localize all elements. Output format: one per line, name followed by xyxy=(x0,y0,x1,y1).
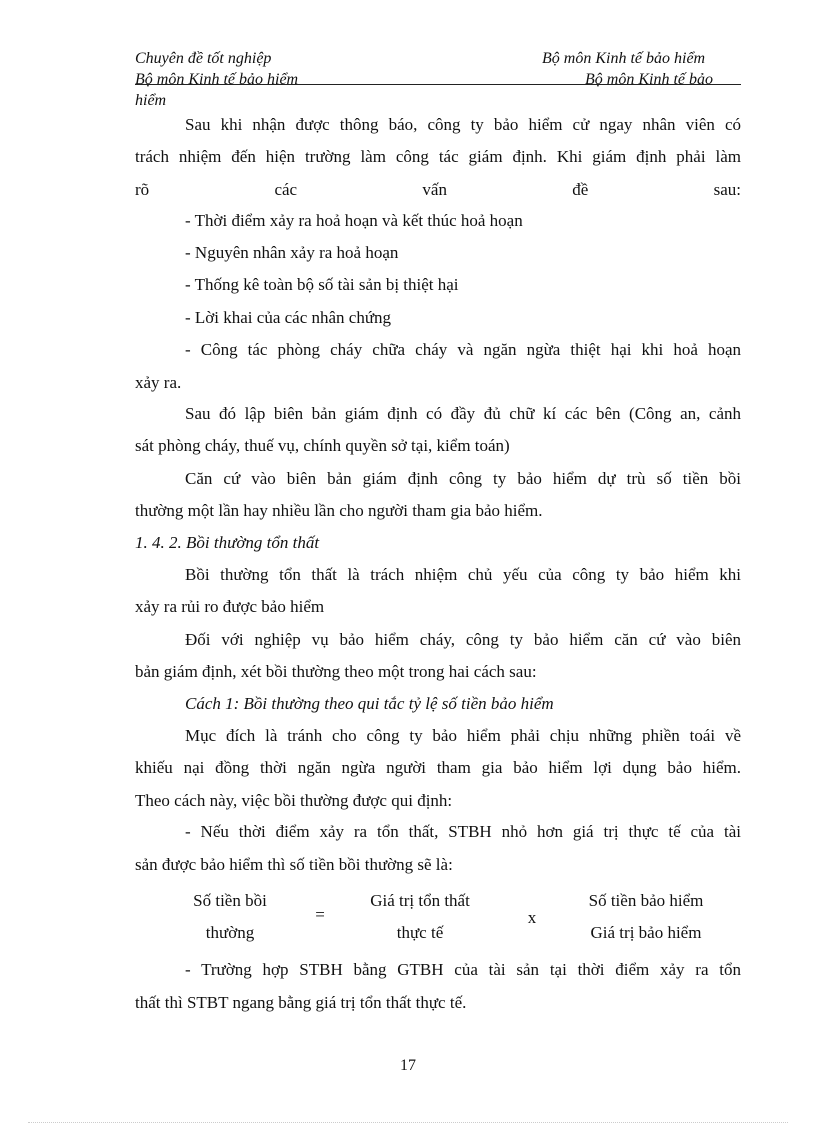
formula-lhs-bottom: thường xyxy=(205,923,255,942)
paragraph-line: thường một lần hay nhiều lần cho người tham gia bảo hiểm. xyxy=(135,501,543,520)
header-rule xyxy=(135,84,741,85)
word: rõ xyxy=(135,180,150,199)
bullet-item: - Thống kê toàn bộ số tài sản bị thiệt hại xyxy=(185,275,459,294)
paragraph-line: sản được bảo hiểm thì số tiền bồi thường sẽ là: xyxy=(135,855,453,874)
word: vấn xyxy=(422,180,447,199)
paragraph-line: xảy ra. xyxy=(135,373,182,392)
paragraph-line: bản giám định, xét bồi thường theo một trong hai cách sau: xyxy=(135,662,537,681)
header-wrap: hiểm xyxy=(135,92,167,109)
paragraph-line: khiếu nại đồng thời ngăn ngừa người tham gia bảo hiểm lợi dụng bảo hiểm. xyxy=(135,758,741,777)
paragraph-line: Mục đích là tránh cho công ty bảo hiểm phải chịu những phiền toái về xyxy=(185,726,741,745)
word: các xyxy=(274,180,298,199)
paragraph-line: Sau khi nhận được thông báo, công ty bảo hiểm cử ngay nhân viên có xyxy=(185,115,741,134)
bullet-item: - Thời điểm xảy ra hoả hoạn và kết thúc hoả hoạn xyxy=(185,211,523,230)
formula-rhs-bottom: Giá trị bảo hiểm xyxy=(590,923,702,942)
paragraph-line: - Trường hợp STBH bằng GTBH của tài sản tại thời điểm xảy ra tổn xyxy=(185,960,741,979)
paragraph-line: Bồi thường tổn thất là trách nhiệm chủ yếu của công ty bảo hiểm khi xyxy=(185,565,741,584)
formula-rhs-top: Số tiền bảo hiểm xyxy=(588,891,704,910)
header-right: Bộ môn Kinh tế bảo hiểm xyxy=(542,50,706,67)
paragraph-line: sát phòng cháy, thuế vụ, chính quyền sở tại, kiểm toán) xyxy=(135,436,510,455)
page-number: 17 xyxy=(400,1057,416,1074)
paragraph-line: Theo cách này, việc bồi thường được qui định: xyxy=(135,791,453,810)
header-right-2: Bộ môn Kinh tế bảo xyxy=(585,71,713,88)
formula-lhs-top: Số tiền bồi xyxy=(193,891,267,910)
word: đề xyxy=(572,180,589,199)
paragraph-line: Đối với nghiệp vụ bảo hiểm cháy, công ty bảo hiểm căn cứ vào biên xyxy=(185,630,741,649)
paragraph-line: thất thì STBT ngang bằng giá trị tổn thất thực tế. xyxy=(135,993,467,1012)
paragraph-line-spread xyxy=(135,180,741,200)
section-heading: 1. 4. 2. Bồi thường tổn thất xyxy=(135,533,320,552)
paragraph-line: trách nhiệm đến hiện trường làm công tác giám định. Khi giám định phải làm xyxy=(135,147,741,166)
formula-times: x xyxy=(527,908,537,927)
paragraph-line: Sau đó lập biên bản giám định có đầy đủ chữ kí các bên (Công an, cảnh xyxy=(185,404,741,423)
bullet-item: - Lời khai của các nhân chứng xyxy=(185,308,392,327)
bullet-item: - Nguyên nhân xảy ra hoả hoạn xyxy=(185,243,399,262)
formula-equals: = xyxy=(315,905,325,924)
word: sau: xyxy=(713,180,741,199)
bullet-item: - Công tác phòng cháy chữa cháy và ngăn ngừa thiệt hại khi hoả hoạn xyxy=(185,340,741,359)
subsection-heading: Cách 1: Bồi thường theo qui tắc tỷ lệ số tiền bảo hiểm xyxy=(185,694,554,713)
formula-mid-top: Giá trị tổn thất xyxy=(370,891,470,910)
header-left: Chuyên đề tốt nghiệp xyxy=(135,50,272,67)
formula-mid-bottom: thực tế xyxy=(396,923,444,942)
paragraph-line: Căn cứ vào biên bản giám định công ty bảo hiểm dự trù số tiền bồi xyxy=(185,469,741,488)
paragraph-line: - Nếu thời điểm xảy ra tổn thất, STBH nhỏ hơn giá trị thực tế của tài xyxy=(185,822,741,841)
paragraph-line: xảy ra rủi ro được bảo hiểm xyxy=(135,597,325,616)
header-left-2: Bộ môn Kinh tế bảo hiểm xyxy=(135,71,299,88)
